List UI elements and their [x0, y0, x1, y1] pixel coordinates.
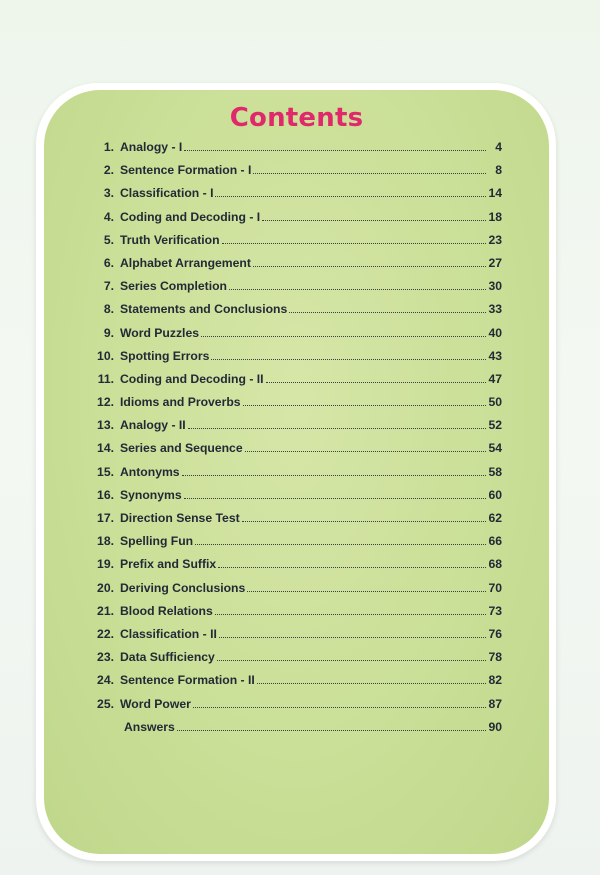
dot-leader	[219, 637, 486, 638]
item-title: Analogy - II	[120, 418, 186, 433]
item-page-number: 54	[488, 441, 502, 456]
dot-leader	[253, 173, 486, 174]
item-number: 21.	[97, 603, 114, 618]
item-number: 3.	[103, 186, 114, 201]
item-page-number: 70	[488, 580, 502, 595]
dot-leader	[257, 683, 486, 684]
dot-leader	[243, 405, 486, 406]
dot-leader	[177, 730, 486, 731]
item-title: Deriving Conclusions	[120, 580, 246, 595]
contents-item	[84, 186, 502, 209]
item-number: 16.	[97, 487, 114, 502]
dot-leader	[245, 451, 486, 452]
item-page-number: 58	[488, 464, 502, 479]
item-page-number: 43	[488, 348, 502, 363]
page-title: Contents	[229, 103, 364, 133]
item-number: 6.	[103, 255, 114, 270]
item-number: 11.	[97, 371, 114, 386]
item-number: 15.	[97, 464, 114, 479]
contents-item	[84, 534, 502, 557]
item-number: 14.	[97, 441, 114, 456]
item-number: 24.	[97, 673, 114, 688]
contents-item	[84, 349, 502, 372]
item-number: 12.	[97, 395, 114, 410]
item-title: Spelling Fun	[120, 534, 194, 549]
dot-leader	[242, 521, 486, 522]
contents-item	[84, 650, 502, 673]
item-title: Sentence Formation - II	[120, 673, 255, 688]
item-title: Idioms and Proverbs	[120, 395, 241, 410]
item-page-number: 18	[488, 209, 502, 224]
contents-item	[84, 210, 502, 233]
contents-item	[84, 697, 502, 720]
contents-item	[84, 581, 502, 604]
item-page-number: 78	[488, 650, 502, 665]
item-number: 8.	[103, 302, 114, 317]
item-number: 22.	[97, 626, 114, 641]
dot-leader	[193, 707, 486, 708]
item-title: Prefix and Suffix	[120, 557, 217, 572]
item-page-number: 76	[488, 626, 502, 641]
item-page-number: 50	[488, 395, 502, 410]
dot-leader	[188, 428, 486, 429]
item-number: 18.	[97, 534, 114, 549]
item-title: Sentence Formation - I	[120, 163, 252, 178]
dot-leader	[247, 591, 486, 592]
dot-leader	[215, 196, 486, 197]
item-page-number: 30	[488, 279, 502, 294]
item-title: Direction Sense Test	[120, 511, 240, 525]
item-title: Synonyms	[120, 487, 182, 502]
dot-leader	[184, 150, 486, 151]
dot-leader	[215, 614, 486, 615]
item-page-number: 14	[488, 186, 502, 201]
dot-leader	[266, 382, 486, 383]
contents-item	[84, 465, 502, 488]
item-title: Word Power	[120, 696, 191, 711]
contents-item	[84, 604, 502, 627]
item-number: 13.	[97, 418, 114, 433]
contents-item	[84, 418, 502, 441]
item-page-number: 40	[488, 325, 502, 340]
item-title: Analogy - I	[120, 140, 183, 154]
item-number: 25.	[97, 696, 114, 711]
item-title: Truth Verification	[120, 232, 220, 247]
item-page-number: 47	[488, 371, 502, 386]
item-number: 20.	[97, 580, 114, 595]
contents-item	[84, 511, 502, 534]
item-title: Spotting Errors	[120, 348, 210, 363]
contents-item	[84, 557, 502, 580]
contents-item	[84, 256, 502, 279]
item-page-number: 8	[495, 163, 502, 178]
dot-leader	[182, 475, 486, 476]
dot-leader	[184, 498, 486, 499]
dot-leader	[229, 289, 486, 290]
item-number: 23.	[97, 650, 114, 665]
item-number: 19.	[97, 557, 114, 572]
dot-leader	[289, 312, 486, 313]
contents-item	[84, 720, 502, 743]
contents-item	[84, 395, 502, 418]
dot-leader	[262, 220, 486, 221]
item-title: Answers	[124, 719, 175, 734]
contents-card	[44, 90, 549, 854]
item-number: 4.	[103, 209, 114, 224]
item-page-number: 27	[488, 255, 502, 270]
item-title: Word Puzzles	[120, 325, 200, 340]
item-page-number: 82	[488, 673, 502, 688]
dot-leader	[195, 544, 486, 545]
item-title: Alphabet Arrangement	[120, 255, 251, 270]
contents-item	[84, 441, 502, 464]
item-title: Blood Relations	[120, 603, 213, 618]
item-page-number: 4	[495, 140, 502, 154]
item-title: Classification - I	[120, 186, 214, 201]
item-page-number: 68	[488, 557, 502, 572]
item-number: 10.	[97, 348, 114, 363]
item-number: 5.	[103, 232, 114, 247]
item-number: 9.	[103, 325, 114, 340]
item-page-number: 73	[488, 603, 502, 618]
item-page-number: 87	[488, 696, 502, 711]
item-page-number: 33	[488, 302, 502, 317]
item-title: Statements and Conclusions	[120, 302, 288, 317]
dot-leader	[222, 243, 486, 244]
item-number: 1.	[103, 140, 114, 154]
item-page-number: 60	[488, 487, 502, 502]
contents-item	[84, 326, 502, 349]
item-title: Series and Sequence	[120, 441, 243, 456]
item-page-number: 90	[488, 719, 502, 734]
dot-leader	[217, 660, 486, 661]
contents-item	[84, 163, 502, 186]
item-page-number: 66	[488, 534, 502, 549]
contents-item	[84, 372, 502, 395]
item-page-number: 52	[488, 418, 502, 433]
item-page-number: 62	[488, 511, 502, 525]
item-number: 2.	[103, 163, 114, 178]
item-title: Coding and Decoding - II	[120, 371, 264, 386]
item-title: Data Sufficiency	[120, 650, 215, 665]
contents-item	[84, 627, 502, 650]
item-number: 7.	[103, 279, 114, 294]
dot-leader	[218, 567, 486, 568]
contents-item	[84, 279, 502, 302]
item-title: Antonyms	[120, 464, 180, 479]
item-title: Coding and Decoding - I	[120, 209, 261, 224]
contents-list	[84, 140, 502, 743]
contents-item	[84, 140, 502, 163]
dot-leader	[211, 359, 486, 360]
item-number: 17.	[97, 511, 114, 525]
dot-leader	[201, 336, 486, 337]
contents-item	[84, 673, 502, 696]
dot-leader	[253, 266, 486, 267]
item-title: Series Completion	[120, 279, 228, 294]
contents-item	[84, 302, 502, 325]
item-title: Classification - II	[120, 626, 217, 641]
item-page-number: 23	[488, 232, 502, 247]
contents-item	[84, 488, 502, 511]
contents-item	[84, 233, 502, 256]
